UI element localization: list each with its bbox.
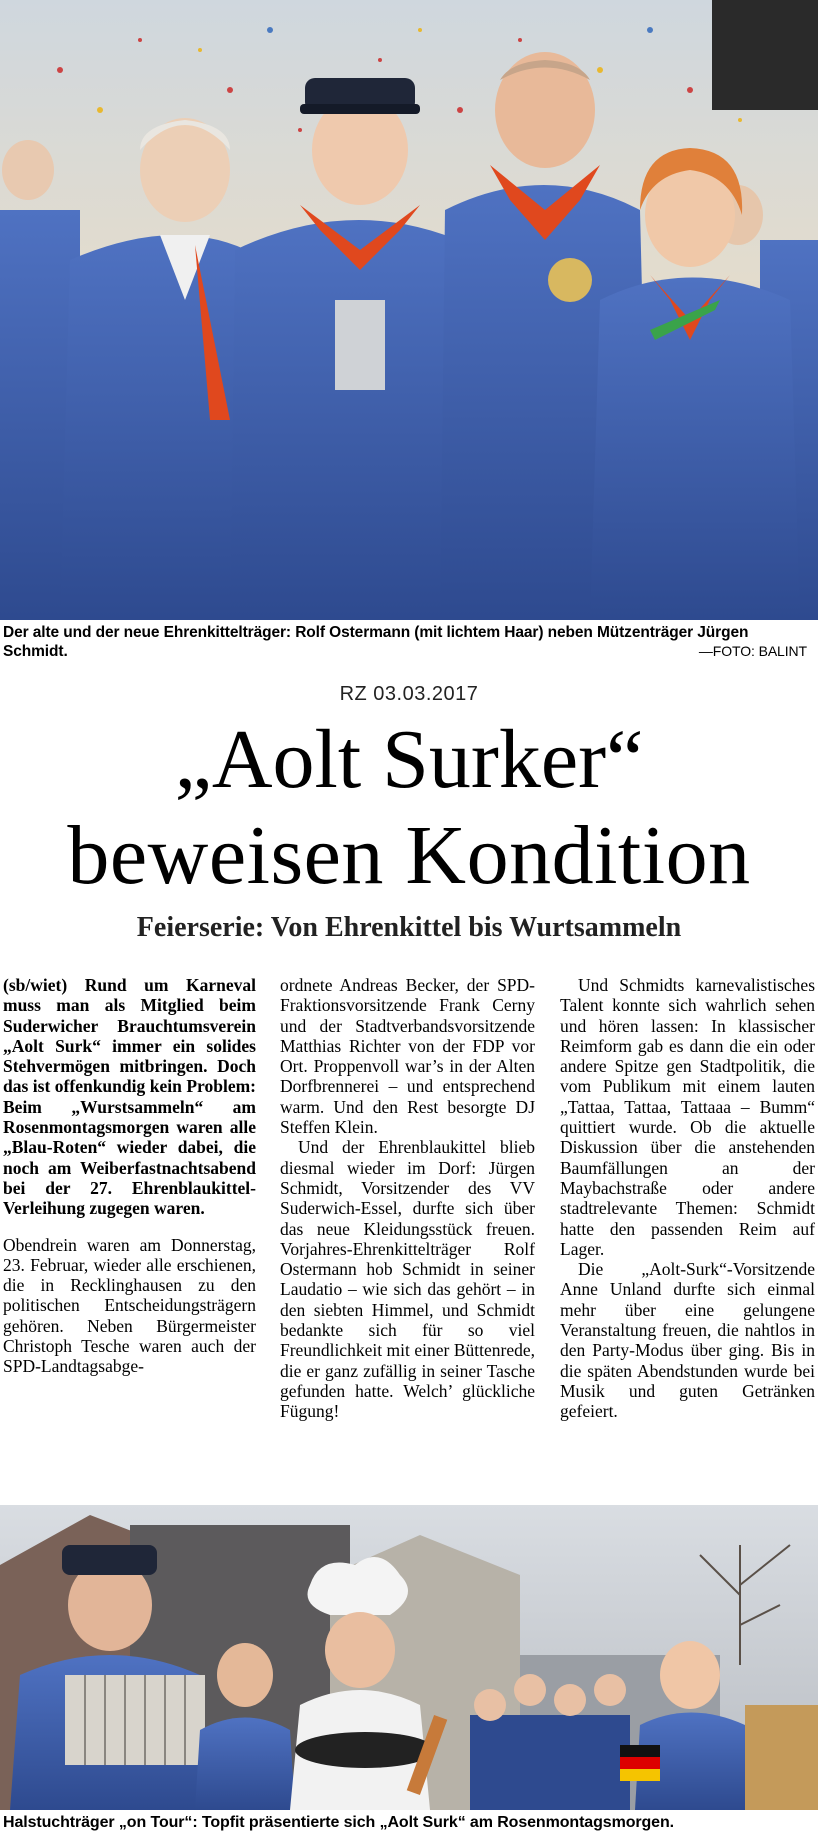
article-paragraph: Obendrein waren am Donnerstag, 23. Februar, wieder alle erschienen, die in Recklinghausen zu den politischen Entscheidungsträgern gehören. Neben Bürgermeister Christoph Tesche waren auch der SPD-Landtagsabge-: [3, 1234, 256, 1377]
top-photo: [0, 0, 818, 620]
bottom-photo: [0, 1505, 818, 1810]
article-lead: (sb/wiet) Rund um Karneval muss man als Mitglied beim Suderwicher Brauchtumsverein „Aolt Surk“ immer ein solides Stehvermögen mitbringen. Doch das ist offenkundig kein Problem: Beim „Wurstsammeln“ am Rosenmontagsmorgen waren alle „Blau-Roten“ wieder dabei, die noch am Weiberfastnachtsabend bei der 27. Ehrenblaukittel-Verleihung zugegen waren.: [3, 975, 256, 1219]
article-paragraph: ordnete Andreas Becker, der SPD-Fraktionsvorsitzende Frank Cerny und der Stadtverbandsvorsitzende Matthias Richter von der FDP vor Ort. Proppenvoll war’s in der Alten Dorfbrennerei – und entsprechend warm. Und den Rest besorgte DJ Steffen Klein.: [280, 975, 535, 1138]
photo-credit: —FOTO: BALINT: [698, 643, 807, 659]
article-column-2: [280, 975, 535, 1422]
street-parade-photo-icon: [0, 1505, 818, 1810]
headline-line-1: „Aolt Surker“: [174, 713, 644, 806]
article-column-3: [560, 975, 815, 1422]
article-column-1: [3, 975, 256, 1377]
article-paragraph: Die „Aolt-Surk“-Vorsitzende Anne Unland durfte sich einmal mehr über eine gelungene Veranstaltung freuen, die nahtlos in den Party-Modus über ging. Bis in die späten Abendstunden wurde bei Musik und guten Getränken gefeiert.: [560, 1259, 815, 1422]
subheadline: Feierserie: Von Ehrenkittel bis Wurtsammeln: [136, 912, 682, 943]
dateline: RZ 03.03.2017: [339, 683, 479, 705]
group-photo-icon: [0, 0, 818, 620]
article-paragraph: Und Schmidts karnevalistisches Talent konnte sich wahrlich sehen und hören lassen: In klassischer Reimform gab es dann die ein oder andere Spitze gen Stadtpolitik, die vom Publikum mit einem lauten „Tattaa, Tattaa, Tattaaa – Bumm“ quittiert wurde. Ob die aktuelle Diskussion über die anstehenden Baumfällungen an der Maybachstraße oder andere stadtrelevante Themen: Schmidt hatte den passenden Reim auf Lager.: [560, 975, 815, 1259]
article-paragraph: Und der Ehrenblaukittel blieb diesmal wieder im Dorf: Jürgen Schmidt, Vorsitzender des VV Suderwich-Essel, durfte sich über das neue Kleidungsstück freuen. Vorjahres-Ehrenkittelträger Rolf Ostermann hob Schmidt in seiner Laudatio – wie sich das gehört – in den siebten Himmel, und Schmidt bedankte sich für so viel Freundlichkeit mit einer Büttenrede, die er ganz zufällig in seiner Tasche gefunden hatte. Welch’ glückliche Fügung!: [280, 1137, 535, 1422]
caption-text: Der alte und der neue Ehrenkittelträger: Rolf Ostermann (mit lichtem Haar) neben Mützenträger Jürgen Schmidt.: [3, 624, 749, 660]
photo-caption-top: [3, 623, 815, 661]
headline-line-2: beweisen Kondition: [67, 809, 751, 902]
photo-caption-bottom: Halstuchträger „on Tour“: Topfit präsentierte sich „Aolt Surk“ am Rosenmontagsmorgen.: [3, 1814, 674, 1831]
